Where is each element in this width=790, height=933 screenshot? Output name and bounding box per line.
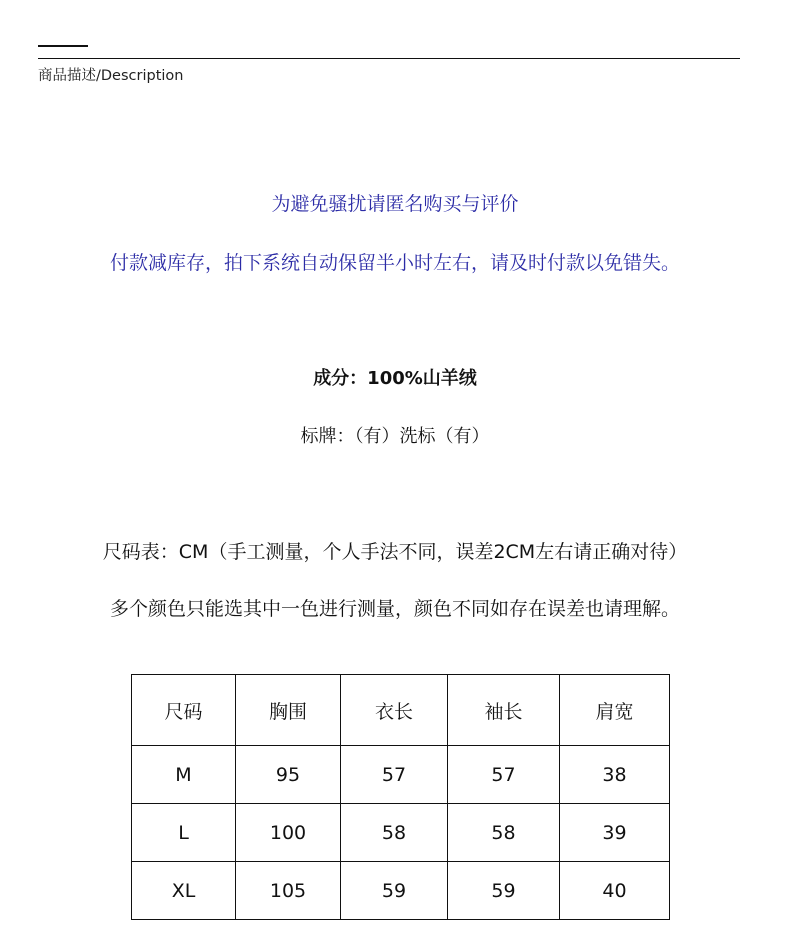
table-cell: M [132,746,236,804]
table-cell: 95 [236,746,341,804]
header-cell: 尺码 [132,675,236,746]
table-row [132,804,670,862]
table-cell: L [132,804,236,862]
table-cell: 58 [341,804,448,862]
table-cell: 59 [341,862,448,920]
table-cell: 57 [448,746,560,804]
table-cell: 57 [341,746,448,804]
table-cell: 38 [560,746,670,804]
table-cell: 59 [448,862,560,920]
table-cell: 105 [236,862,341,920]
section-label: 商品描述/Description [38,68,184,84]
header-cell: 肩宽 [560,675,670,746]
size-table [131,674,670,920]
table-row [132,746,670,804]
header-cell: 衣长 [341,675,448,746]
table-cell: XL [132,862,236,920]
header-cell: 胸围 [236,675,341,746]
header-accent-bar [38,45,88,47]
header-divider [38,58,740,59]
composition: 成分：100%山羊绒 [313,368,477,389]
table-cell: 39 [560,804,670,862]
notice-line-1: 为避免骚扰请匿名购买与评价 [271,193,519,215]
table-cell: 58 [448,804,560,862]
table-cell: 40 [560,862,670,920]
notice-line-2: 付款减库存，拍下系统自动保留半小时左右，请及时付款以免错失。 [109,252,680,274]
size-note-2: 多个颜色只能选其中一色进行测量，颜色不同如存在误差也请理解。 [109,598,680,620]
size-note-1: 尺码表：CM（手工测量，个人手法不同，误差2CM左右请正确对待） [102,541,688,563]
table-row [132,862,670,920]
table-header-row [132,675,670,746]
table-cell: 100 [236,804,341,862]
header-cell: 袖长 [448,675,560,746]
tags-info: 标牌：（有）洗标（有） [300,426,490,447]
